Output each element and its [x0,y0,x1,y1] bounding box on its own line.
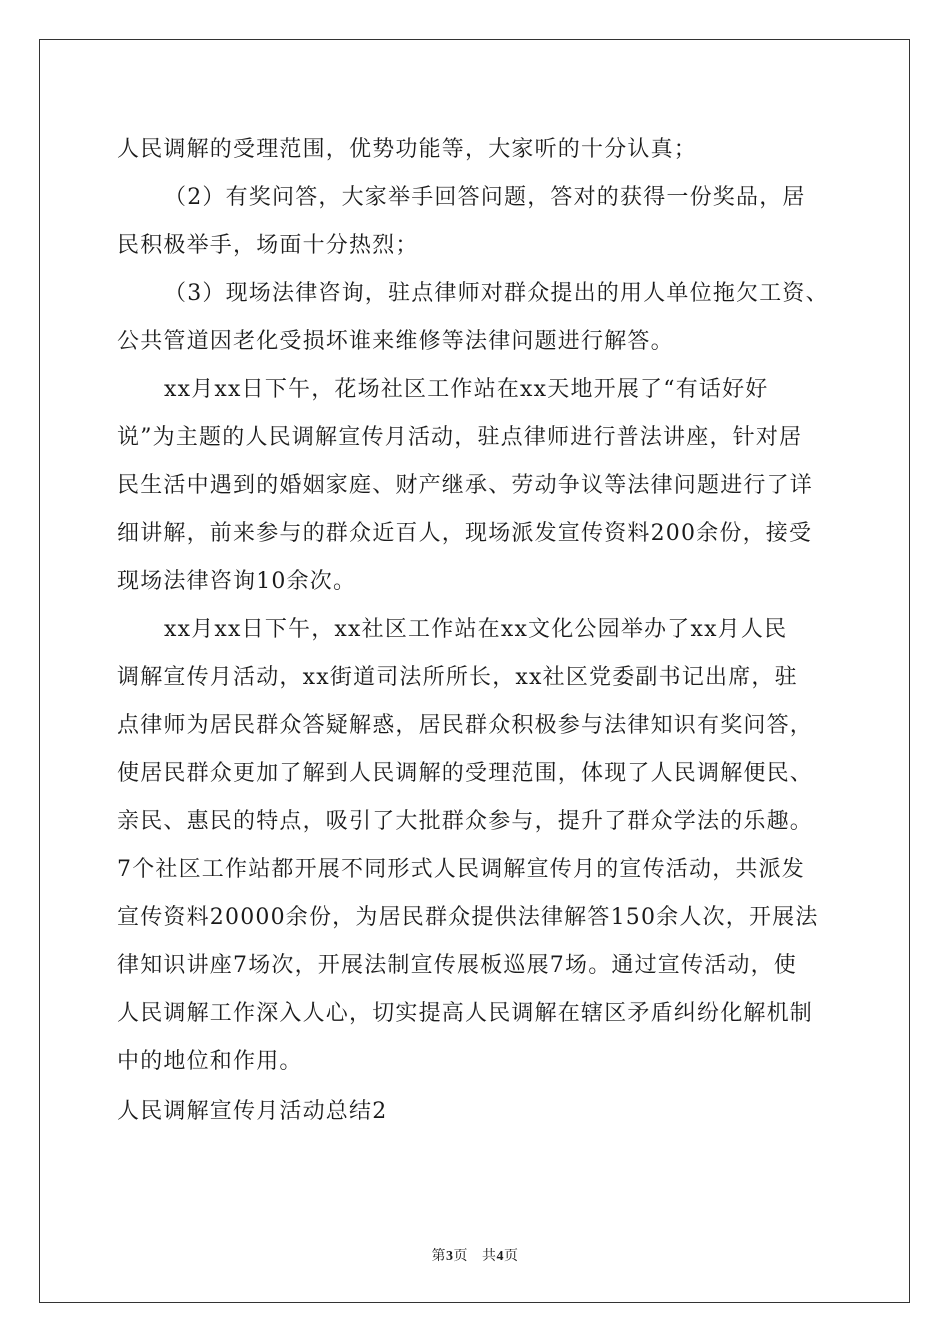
text-line: 说”为主题的人民调解宣传月活动，驻点律师进行普法讲座，针对居 [117,425,803,450]
text-line: 中的地位和作用。 [117,1049,303,1074]
text-line: （2）有奖问答，大家举手回答问题，答对的获得一份奖品，居 [164,185,806,210]
page-total: 4 [496,1249,504,1264]
total-suffix: 页 [504,1248,519,1264]
text-line: （3）现场法律咨询，驻点律师对群众提出的用人单位拖欠工资、 [164,281,829,306]
page-footer [0,1246,950,1267]
text-line: 律知识讲座7场次，开展法制宣传展板巡展7场。通过宣传活动，使 [117,953,797,978]
total-prefix: 共 [482,1248,497,1264]
text-line: 民生活中遇到的婚姻家庭、财产继承、劳动争议等法律问题进行了详 [117,473,814,498]
text-line: 细讲解，前来参与的群众近百人，现场派发宣传资料200余份，接受 [117,521,813,546]
text-line: 人民调解工作深入人心，切实提高人民调解在辖区矛盾纠纷化解机制 [117,1001,814,1026]
text-line: 使居民群众更加了解到人民调解的受理范围，体现了人民调解便民、 [117,761,814,786]
page-prefix: 第 [431,1248,446,1264]
text-line: 宣传资料20000余份，为居民群众提供法律解答150余人次，开展法 [117,905,819,930]
section-title: 人民调解宣传月活动总结2 [117,1099,388,1124]
document-body [117,126,857,1136]
text-line: 现场法律咨询10余次。 [117,569,357,594]
text-line: 人民调解的受理范围，优势功能等，大家听的十分认真； [117,137,698,162]
text-line: 调解宣传月活动，xx街道司法所所长，xx社区党委副书记出席，驻 [117,665,798,690]
page-current: 3 [446,1249,454,1264]
text-line: 点律师为居民群众答疑解惑，居民群众积极参与法律知识有奖问答， [117,713,814,738]
page-suffix: 页 [453,1248,468,1264]
text-line: xx月xx日下午，xx社区工作站在xx文化公园举办了xx月人民 [164,617,788,642]
text-line: 7个社区工作站都开展不同形式人民调解宣传月的宣传活动，共派发 [117,857,805,882]
text-line: 公共管道因老化受损坏谁来维修等法律问题进行解答。 [117,329,674,354]
text-line: xx月xx日下午，花场社区工作站在xx天地开展了“有话好好 [164,377,769,402]
text-line: 亲民、惠民的特点，吸引了大批群众参与，提升了群众学法的乐趣。 [117,809,814,834]
text-line: 民积极举手，场面十分热烈； [117,233,419,258]
